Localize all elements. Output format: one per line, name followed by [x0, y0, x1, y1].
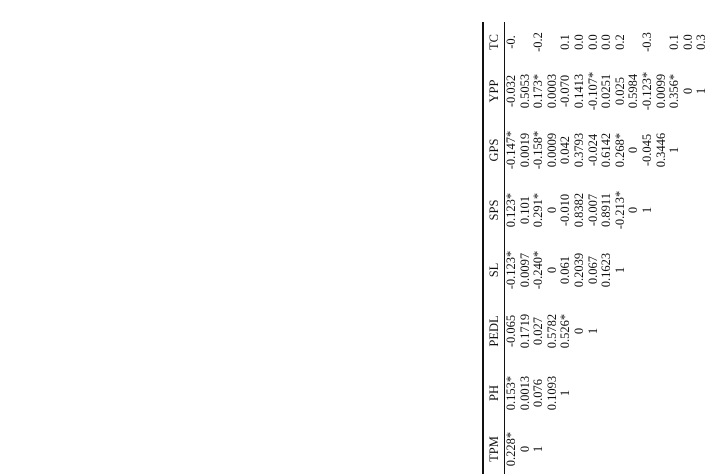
table-cell [587, 424, 601, 474]
table-cell: -0.123* [639, 71, 654, 111]
table-body [505, 22, 709, 474]
table-cell [682, 362, 696, 424]
table-cell: 0.2039 [571, 252, 586, 288]
table-row [505, 22, 519, 474]
table-cell [695, 300, 709, 362]
table-cell [546, 424, 560, 474]
table-cell: -0.240* [531, 250, 546, 290]
table-cell: 0.0009 [544, 132, 559, 168]
table-cell: 0 [571, 327, 586, 335]
table-row [559, 22, 573, 474]
column-header-tpm: TPM [484, 424, 505, 474]
table-cell: 0.0099 [653, 73, 668, 109]
table-cell: -0.107* [585, 71, 600, 111]
table-cell: -0.123* [504, 250, 518, 290]
table-cell [641, 424, 655, 474]
table-cell: 0.8911 [599, 193, 614, 227]
column-header-ypp: YPP [484, 62, 505, 120]
table-cell: 0.356* [667, 73, 682, 109]
table-header [484, 22, 505, 474]
table-cell: 0.5782 [544, 313, 559, 349]
rotated-table-wrapper [482, 22, 709, 474]
table-cell: 0.025 [612, 76, 627, 106]
column-header-tc: TC [484, 22, 505, 62]
table-cell: 0.6142 [599, 132, 614, 168]
table-cell: -0.007 [585, 193, 600, 227]
table-row [573, 22, 587, 474]
table-cell [600, 362, 614, 424]
table-cell: 0.042 [558, 135, 573, 165]
table-cell [641, 300, 655, 362]
table-cell [682, 240, 696, 300]
table-cell: 0.0013 [517, 375, 532, 411]
table-cell: 0.5053 [517, 73, 532, 109]
table-cell [546, 22, 560, 62]
table-row [587, 22, 601, 474]
table-cell [655, 300, 669, 362]
table-row [655, 22, 669, 474]
table-cell [668, 180, 682, 240]
table-cell: 1 [667, 146, 682, 154]
table-cell: 0 [517, 445, 532, 453]
column-header-gps: GPS [484, 120, 505, 180]
table-cell: 0.8382 [571, 192, 586, 228]
table-row [519, 22, 533, 474]
table-cell [668, 300, 682, 362]
table-cell: -0.024 [585, 133, 600, 167]
table-cell [519, 22, 533, 62]
table-cell: 0.061 [558, 255, 573, 285]
table-row [668, 22, 682, 474]
table-cell [655, 240, 669, 300]
table-cell: 0.3793 [571, 132, 586, 168]
column-header-sl: SL [484, 240, 505, 300]
table-cell [641, 362, 655, 424]
column-header-pedl: PEDL [484, 300, 505, 362]
table-cell: 1 [612, 266, 627, 274]
table-cell: 0.101 [517, 195, 532, 225]
table-cell: 0.027 [531, 316, 546, 346]
column-header-ph: PH [484, 362, 505, 424]
table-cell [655, 180, 669, 240]
table-row [695, 22, 709, 474]
table-cell [682, 300, 696, 362]
table-cell: 0.0 [680, 34, 695, 50]
table-cell: 0.173* [531, 73, 546, 109]
table-row [641, 22, 655, 474]
table-row [627, 22, 641, 474]
table-cell: 0.228* [504, 431, 518, 467]
table-row [614, 22, 628, 474]
table-cell: -0.070 [558, 74, 573, 108]
correlation-matrix-table [483, 22, 709, 474]
table-cell: 0.1719 [517, 313, 532, 349]
table-cell: 0.1623 [599, 252, 614, 288]
table-cell [695, 240, 709, 300]
table-cell: 0.526* [558, 313, 573, 349]
table-cell [627, 300, 641, 362]
table-cell: -0.158* [531, 130, 546, 170]
table-cell [627, 22, 641, 62]
table-cell [668, 424, 682, 474]
table-cell [627, 424, 641, 474]
table-cell: 0.1413 [571, 73, 586, 109]
table-cell [614, 362, 628, 424]
table-cell [682, 120, 696, 180]
table-cell: 0.067 [585, 255, 600, 285]
table-cell: 0.0 [585, 34, 600, 50]
table-cell [695, 362, 709, 424]
table-cell: -0.147* [504, 130, 518, 170]
table-cell: 1 [531, 445, 546, 453]
table-cell: 0.1 [667, 34, 682, 50]
table-cell: -0.010 [558, 193, 573, 227]
table-cell: 0 [626, 206, 641, 214]
table-cell [668, 362, 682, 424]
table-cell: 0.0097 [517, 252, 532, 288]
table-cell: 0.5984 [626, 73, 641, 109]
table-row [600, 22, 614, 474]
table-cell: -0.032 [504, 74, 518, 108]
table-row [682, 22, 696, 474]
table-cell: 1 [585, 327, 600, 335]
table-cell: 0 [544, 206, 559, 214]
table-cell: 0.291* [531, 192, 546, 228]
table-cell: 0.0003 [544, 73, 559, 109]
table-cell: 0.0019 [517, 132, 532, 168]
table-cell: 1 [694, 87, 709, 95]
table-cell: -0.045 [639, 133, 654, 167]
table-cell: -0.3 [639, 32, 654, 52]
table-cell [600, 424, 614, 474]
table-cell [641, 240, 655, 300]
table-cell: 0.153* [504, 375, 518, 411]
table-cell [668, 240, 682, 300]
table-cell: 0.3 [694, 34, 709, 50]
table-cell: 0 [544, 266, 559, 274]
table-cell [559, 424, 573, 474]
table-cell: 0 [626, 146, 641, 154]
table-cell [655, 424, 669, 474]
table-cell [573, 362, 587, 424]
table-cell: -0.065 [504, 314, 518, 348]
table-cell [682, 180, 696, 240]
table-cell: -0. [504, 35, 518, 49]
table-row [532, 22, 546, 474]
table-cell: 0.3446 [653, 132, 668, 168]
table-cell [627, 240, 641, 300]
table-cell [627, 362, 641, 424]
table-cell [655, 362, 669, 424]
table-cell: 0.0 [599, 34, 614, 50]
table-cell: -0.2 [531, 32, 546, 52]
table-cell: -0.213* [612, 190, 627, 230]
table-cell: 0.2 [612, 34, 627, 50]
table-cell [655, 22, 669, 62]
table-cell: 0.0251 [599, 73, 614, 109]
table-cell: 0.1093 [544, 375, 559, 411]
table-cell: 1 [558, 389, 573, 397]
table-cell: 0.0 [571, 34, 586, 50]
table-cell [600, 300, 614, 362]
column-header-sps: SPS [484, 180, 505, 240]
table-cell: 0 [680, 87, 695, 95]
table-cell [614, 300, 628, 362]
table-cell: 0.1 [558, 34, 573, 50]
table-row [546, 22, 560, 474]
table-cell [614, 424, 628, 474]
table-cell: 1 [639, 206, 654, 214]
table-cell [695, 120, 709, 180]
table-cell: 0.123* [504, 192, 518, 228]
table-cell [682, 424, 696, 474]
table-cell: 0.076 [531, 378, 546, 408]
table-cell [573, 424, 587, 474]
table-cell [695, 424, 709, 474]
table-cell: 0.268* [612, 132, 627, 168]
table-cell [587, 362, 601, 424]
table-cell [695, 180, 709, 240]
